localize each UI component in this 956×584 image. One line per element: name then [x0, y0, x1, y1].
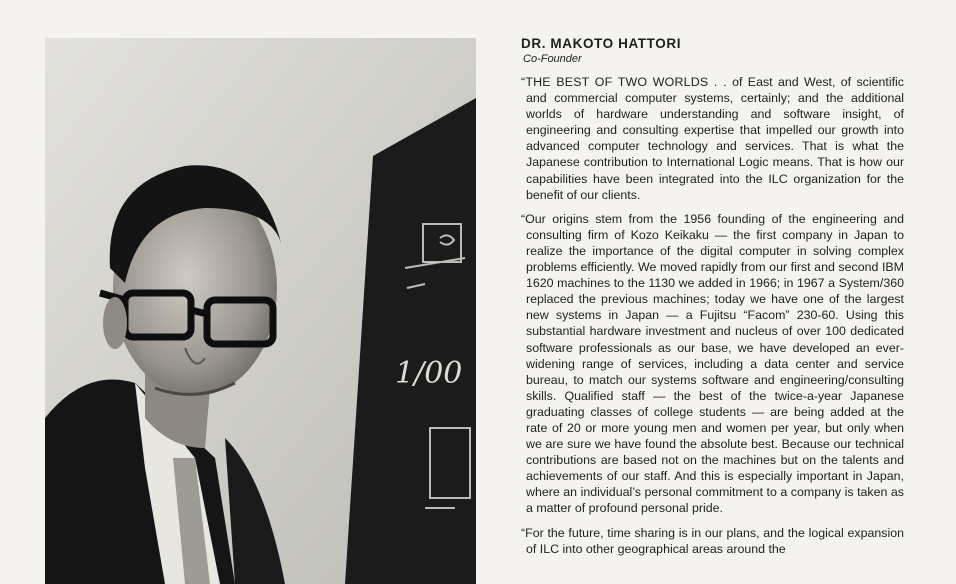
person-role: Co-Founder — [523, 53, 582, 65]
paragraph-lead: “THE BEST OF TWO WORLDS . . — [521, 75, 727, 89]
portrait-illustration — [45, 38, 476, 584]
portrait-photo — [45, 38, 476, 584]
paragraph-text: “For the future, time sharing is in our plans, and the logical expansion of ILC into other geographical areas around the — [521, 525, 904, 556]
paragraph-1 — [521, 74, 904, 203]
blackboard-writing: 1/00 — [395, 356, 463, 391]
paragraph-text: “Our origins stem from the 1956 founding of the engineering and consulting firm of Kozo Keikaku — the first company in Japan to realize the importance of the digital computer in solving complex problems efficiently. We moved rapidly from our first and second IBM 1620 machines to the 1130 we added in 1966; in 1967 a System/360 replaced the previous machines; today we have one of the largest new systems in Japan — a Fujitsu “Facom” 230-60. Using this substantial hardware investment and nucleus of over 100 dedicated software professionals as our base, we have developed an ever-widening range of services, including a data center and service bureau, to match our systems software and engineering/consulting skills. Qualified staff — the best of the twice-a-year Japanese graduating classes of college students — are being added at the rate of 20 or more young men and women per year, but only when we are sure we have found the absolute best. Because our technical contributions are based not on the machines but on the talents and achievements of our staff. And this is especially important in Japan, where an individual’s personal commitment to a company is taken as a matter of profound personal pride. — [521, 211, 904, 516]
paragraph-text: of East and West, of scientific and commercial computer systems, certainly; and the additional worlds of hardware understanding and software insight, of engineering and consulting expertise that impelled our growth into advanced computer technology and services. That is what the Japanese contribution to International Logic means. That is how our capabilities have been integrated into the ILC organization for the benefit of our clients. — [526, 75, 904, 202]
person-name: DR. MAKOTO HATTORI — [521, 36, 682, 51]
article-column — [521, 36, 904, 565]
paragraph-2 — [521, 211, 904, 517]
paragraph-3 — [521, 525, 904, 557]
